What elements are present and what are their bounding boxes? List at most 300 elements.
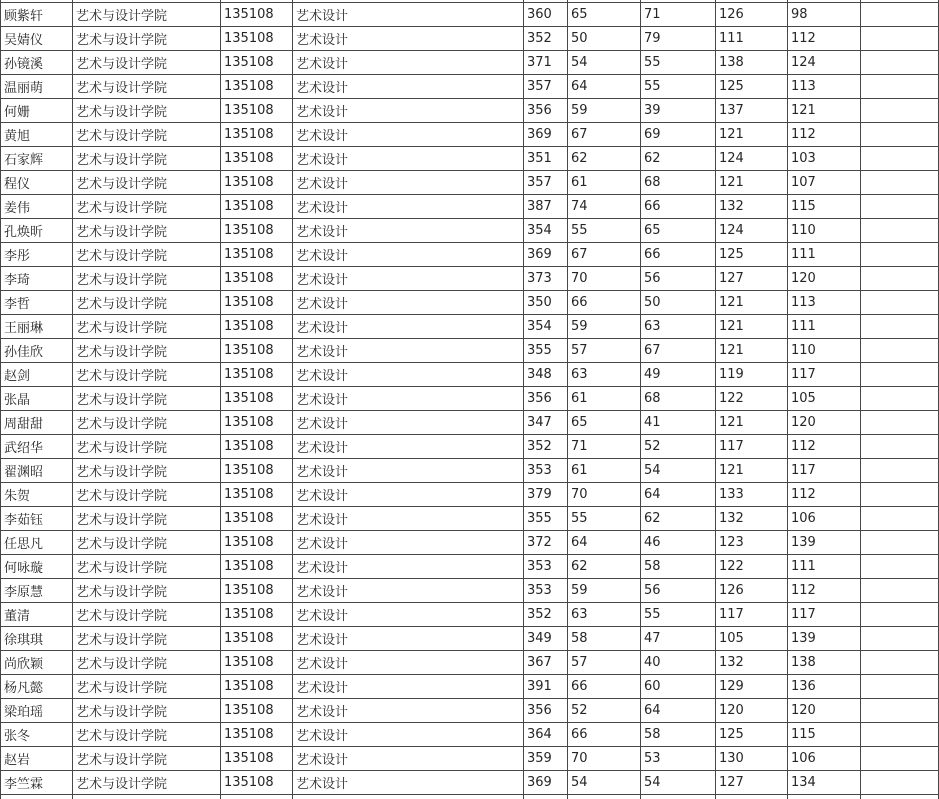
cell-score-3[interactable]: 58 xyxy=(641,723,716,747)
cell-blank[interactable] xyxy=(861,171,939,195)
cell-major[interactable]: 艺术设计 xyxy=(293,483,524,507)
cell-score-2[interactable]: 59 xyxy=(568,315,641,339)
cell-score-5[interactable]: 120 xyxy=(788,411,861,435)
cell-score-4[interactable]: 117 xyxy=(716,603,788,627)
cell-score-2[interactable]: 65 xyxy=(568,411,641,435)
cell-score-1[interactable]: 353 xyxy=(524,459,568,483)
cell-blank[interactable] xyxy=(861,387,939,411)
cell-score-1[interactable]: 355 xyxy=(524,339,568,363)
cell-college[interactable]: 艺术与设计学院 xyxy=(73,171,221,195)
cell-major[interactable]: 艺术设计 xyxy=(293,363,524,387)
cell-score-5[interactable]: 106 xyxy=(788,507,861,531)
cell-major[interactable]: 艺术设计 xyxy=(293,723,524,747)
cell-score-1[interactable]: 369 xyxy=(524,243,568,267)
cell-score-4[interactable]: 129 xyxy=(716,675,788,699)
cell-score-3[interactable]: 39 xyxy=(641,99,716,123)
cell-score-4[interactable]: 121 xyxy=(716,411,788,435)
cell-score-2[interactable]: 64 xyxy=(568,75,641,99)
cell-name[interactable]: 翟渊昭 xyxy=(1,459,73,483)
cell-score-5[interactable]: 111 xyxy=(788,555,861,579)
cell-score-4[interactable]: 132 xyxy=(716,195,788,219)
cell-college[interactable]: 艺术与设计学院 xyxy=(73,531,221,555)
cell-score-3[interactable]: 71 xyxy=(641,3,716,27)
cell-score-4[interactable]: 127 xyxy=(716,267,788,291)
cell-score-4[interactable]: 127 xyxy=(716,771,788,795)
cell-score-4[interactable]: 125 xyxy=(716,243,788,267)
cell-name[interactable]: 孙佳欣 xyxy=(1,339,73,363)
cell-blank[interactable] xyxy=(861,603,939,627)
cell-blank[interactable] xyxy=(861,51,939,75)
cell-score-2[interactable]: 71 xyxy=(568,435,641,459)
cell-score-2[interactable]: 70 xyxy=(568,747,641,771)
cell-major[interactable]: 艺术设计 xyxy=(293,195,524,219)
cell-college[interactable]: 艺术与设计学院 xyxy=(73,579,221,603)
cell-name[interactable]: 赵岩 xyxy=(1,747,73,771)
cell-score-1[interactable]: 352 xyxy=(524,27,568,51)
cell-score-1[interactable]: 391 xyxy=(524,675,568,699)
cell-major[interactable]: 艺术设计 xyxy=(293,51,524,75)
cell-blank[interactable] xyxy=(861,531,939,555)
cell-score-5[interactable]: 105 xyxy=(788,387,861,411)
cell-blank[interactable] xyxy=(861,3,939,27)
cell-major-code[interactable]: 135108 xyxy=(221,27,293,51)
cell-major-code[interactable]: 135108 xyxy=(221,771,293,795)
cell-major-code[interactable]: 135108 xyxy=(221,315,293,339)
cell-major[interactable]: 艺术设计 xyxy=(293,531,524,555)
cell-major-code[interactable]: 135108 xyxy=(221,291,293,315)
cell-major[interactable]: 艺术设计 xyxy=(293,555,524,579)
cell-college[interactable]: 艺术与设计学院 xyxy=(73,51,221,75)
cell-major[interactable] xyxy=(293,795,524,799)
cell-score-4[interactable]: 121 xyxy=(716,339,788,363)
cell-score-5[interactable]: 107 xyxy=(788,171,861,195)
cell-score-3[interactable]: 68 xyxy=(641,171,716,195)
cell-score-3[interactable]: 63 xyxy=(641,315,716,339)
cell-major[interactable]: 艺术设计 xyxy=(293,27,524,51)
cell-college[interactable]: 艺术与设计学院 xyxy=(73,435,221,459)
cell-blank[interactable] xyxy=(861,555,939,579)
cell-college[interactable]: 艺术与设计学院 xyxy=(73,291,221,315)
cell-name[interactable]: 周甜甜 xyxy=(1,411,73,435)
cell-name[interactable]: 张冬 xyxy=(1,723,73,747)
cell-score-1[interactable]: 367 xyxy=(524,651,568,675)
cell-major-code[interactable]: 135108 xyxy=(221,51,293,75)
cell-major[interactable]: 艺术设计 xyxy=(293,3,524,27)
cell-major[interactable]: 艺术设计 xyxy=(293,171,524,195)
cell-score-2[interactable]: 59 xyxy=(568,579,641,603)
cell-score-1[interactable]: 357 xyxy=(524,75,568,99)
cell-score-1[interactable]: 379 xyxy=(524,483,568,507)
cell-score-2[interactable]: 62 xyxy=(568,147,641,171)
cell-score-3[interactable]: 60 xyxy=(641,675,716,699)
cell-name[interactable]: 徐琪琪 xyxy=(1,627,73,651)
cell-score-5[interactable]: 134 xyxy=(788,771,861,795)
cell-score-3[interactable]: 55 xyxy=(641,75,716,99)
cell-score-2[interactable]: 59 xyxy=(568,99,641,123)
cell-college[interactable]: 艺术与设计学院 xyxy=(73,483,221,507)
cell-score-3[interactable]: 67 xyxy=(641,339,716,363)
cell-score-5[interactable]: 120 xyxy=(788,699,861,723)
cell-college[interactable]: 艺术与设计学院 xyxy=(73,243,221,267)
cell-name[interactable]: 李茹钰 xyxy=(1,507,73,531)
cell-score-1[interactable]: 387 xyxy=(524,195,568,219)
cell-score-2[interactable]: 52 xyxy=(568,699,641,723)
cell-score-4[interactable]: 111 xyxy=(716,27,788,51)
cell-score-2[interactable]: 54 xyxy=(568,51,641,75)
cell-score-5[interactable]: 120 xyxy=(788,267,861,291)
cell-major[interactable]: 艺术设计 xyxy=(293,747,524,771)
cell-score-3[interactable]: 50 xyxy=(641,291,716,315)
cell-college[interactable]: 艺术与设计学院 xyxy=(73,27,221,51)
cell-name[interactable]: 李哲 xyxy=(1,291,73,315)
cell-major[interactable]: 艺术设计 xyxy=(293,579,524,603)
cell-score-3[interactable]: 62 xyxy=(641,507,716,531)
cell-score-5[interactable] xyxy=(788,795,861,799)
cell-major[interactable]: 艺术设计 xyxy=(293,243,524,267)
cell-college[interactable]: 艺术与设计学院 xyxy=(73,627,221,651)
cell-college[interactable]: 艺术与设计学院 xyxy=(73,411,221,435)
cell-score-1[interactable]: 364 xyxy=(524,723,568,747)
cell-score-5[interactable]: 112 xyxy=(788,483,861,507)
cell-name[interactable]: 杨凡懿 xyxy=(1,675,73,699)
cell-score-5[interactable]: 98 xyxy=(788,3,861,27)
cell-major-code[interactable]: 135108 xyxy=(221,627,293,651)
cell-major[interactable]: 艺术设计 xyxy=(293,771,524,795)
cell-score-1[interactable]: 355 xyxy=(524,507,568,531)
cell-name[interactable]: 石家辉 xyxy=(1,147,73,171)
cell-major-code[interactable]: 135108 xyxy=(221,219,293,243)
cell-name[interactable]: 李琦 xyxy=(1,267,73,291)
cell-blank[interactable] xyxy=(861,147,939,171)
cell-score-1[interactable]: 356 xyxy=(524,387,568,411)
cell-major[interactable]: 艺术设计 xyxy=(293,627,524,651)
cell-blank[interactable] xyxy=(861,507,939,531)
cell-score-2[interactable]: 74 xyxy=(568,195,641,219)
cell-score-5[interactable]: 121 xyxy=(788,99,861,123)
cell-college[interactable]: 艺术与设计学院 xyxy=(73,195,221,219)
cell-score-1[interactable]: 348 xyxy=(524,363,568,387)
cell-score-1[interactable]: 373 xyxy=(524,267,568,291)
cell-score-5[interactable]: 136 xyxy=(788,675,861,699)
cell-college[interactable]: 艺术与设计学院 xyxy=(73,267,221,291)
cell-score-5[interactable]: 111 xyxy=(788,243,861,267)
cell-college[interactable]: 艺术与设计学院 xyxy=(73,75,221,99)
cell-major[interactable]: 艺术设计 xyxy=(293,219,524,243)
cell-score-1[interactable]: 352 xyxy=(524,603,568,627)
cell-score-5[interactable]: 139 xyxy=(788,627,861,651)
cell-blank[interactable] xyxy=(861,699,939,723)
cell-blank[interactable] xyxy=(861,435,939,459)
cell-name[interactable]: 李竺霖 xyxy=(1,771,73,795)
cell-name[interactable] xyxy=(1,795,73,799)
cell-score-5[interactable]: 115 xyxy=(788,723,861,747)
cell-blank[interactable] xyxy=(861,267,939,291)
cell-score-4[interactable]: 132 xyxy=(716,651,788,675)
cell-major-code[interactable]: 135108 xyxy=(221,675,293,699)
cell-score-2[interactable]: 61 xyxy=(568,171,641,195)
cell-score-5[interactable]: 124 xyxy=(788,51,861,75)
cell-major-code[interactable]: 135108 xyxy=(221,747,293,771)
cell-major-code[interactable] xyxy=(221,795,293,799)
cell-name[interactable]: 董清 xyxy=(1,603,73,627)
cell-major-code[interactable]: 135108 xyxy=(221,123,293,147)
cell-score-5[interactable]: 112 xyxy=(788,27,861,51)
cell-score-1[interactable]: 371 xyxy=(524,51,568,75)
cell-score-1[interactable]: 353 xyxy=(524,579,568,603)
cell-blank[interactable] xyxy=(861,771,939,795)
cell-college[interactable]: 艺术与设计学院 xyxy=(73,339,221,363)
cell-college[interactable]: 艺术与设计学院 xyxy=(73,699,221,723)
cell-college[interactable]: 艺术与设计学院 xyxy=(73,651,221,675)
cell-major-code[interactable]: 135108 xyxy=(221,3,293,27)
cell-score-5[interactable]: 106 xyxy=(788,747,861,771)
cell-score-5[interactable]: 103 xyxy=(788,147,861,171)
cell-score-2[interactable]: 50 xyxy=(568,27,641,51)
cell-score-5[interactable]: 117 xyxy=(788,363,861,387)
cell-score-5[interactable]: 110 xyxy=(788,339,861,363)
cell-college[interactable]: 艺术与设计学院 xyxy=(73,771,221,795)
cell-score-3[interactable]: 68 xyxy=(641,387,716,411)
cell-major-code[interactable]: 135108 xyxy=(221,99,293,123)
cell-name[interactable]: 何咏璇 xyxy=(1,555,73,579)
cell-score-4[interactable]: 121 xyxy=(716,291,788,315)
cell-score-4[interactable]: 132 xyxy=(716,507,788,531)
cell-score-5[interactable]: 139 xyxy=(788,531,861,555)
cell-blank[interactable] xyxy=(861,675,939,699)
cell-blank[interactable] xyxy=(861,459,939,483)
cell-score-2[interactable]: 57 xyxy=(568,651,641,675)
cell-major[interactable]: 艺术设计 xyxy=(293,507,524,531)
cell-name[interactable]: 朱贺 xyxy=(1,483,73,507)
cell-major[interactable]: 艺术设计 xyxy=(293,699,524,723)
cell-score-2[interactable]: 70 xyxy=(568,483,641,507)
cell-college[interactable]: 艺术与设计学院 xyxy=(73,99,221,123)
cell-score-1[interactable]: 349 xyxy=(524,627,568,651)
cell-score-5[interactable]: 113 xyxy=(788,75,861,99)
cell-score-2[interactable]: 63 xyxy=(568,363,641,387)
cell-score-1[interactable]: 354 xyxy=(524,315,568,339)
cell-score-3[interactable] xyxy=(641,795,716,799)
cell-major-code[interactable]: 135108 xyxy=(221,147,293,171)
cell-score-3[interactable]: 65 xyxy=(641,219,716,243)
cell-major[interactable]: 艺术设计 xyxy=(293,435,524,459)
cell-major-code[interactable]: 135108 xyxy=(221,267,293,291)
cell-major-code[interactable]: 135108 xyxy=(221,555,293,579)
cell-blank[interactable] xyxy=(861,651,939,675)
cell-score-3[interactable]: 49 xyxy=(641,363,716,387)
cell-blank[interactable] xyxy=(861,195,939,219)
cell-score-3[interactable]: 40 xyxy=(641,651,716,675)
cell-score-1[interactable]: 356 xyxy=(524,699,568,723)
cell-major[interactable]: 艺术设计 xyxy=(293,651,524,675)
cell-score-4[interactable]: 124 xyxy=(716,147,788,171)
cell-college[interactable]: 艺术与设计学院 xyxy=(73,507,221,531)
cell-blank[interactable] xyxy=(861,483,939,507)
cell-score-2[interactable]: 66 xyxy=(568,675,641,699)
cell-name[interactable]: 顾紫轩 xyxy=(1,3,73,27)
cell-score-2[interactable]: 55 xyxy=(568,507,641,531)
cell-score-4[interactable]: 137 xyxy=(716,99,788,123)
cell-blank[interactable] xyxy=(861,75,939,99)
cell-score-4[interactable]: 122 xyxy=(716,387,788,411)
cell-score-5[interactable]: 138 xyxy=(788,651,861,675)
cell-college[interactable]: 艺术与设计学院 xyxy=(73,219,221,243)
cell-score-1[interactable]: 372 xyxy=(524,531,568,555)
cell-college[interactable]: 艺术与设计学院 xyxy=(73,123,221,147)
cell-score-3[interactable]: 56 xyxy=(641,579,716,603)
cell-score-4[interactable]: 125 xyxy=(716,723,788,747)
cell-score-3[interactable]: 69 xyxy=(641,123,716,147)
cell-score-4[interactable]: 126 xyxy=(716,579,788,603)
cell-score-4[interactable]: 124 xyxy=(716,219,788,243)
cell-major[interactable]: 艺术设计 xyxy=(293,315,524,339)
cell-score-1[interactable]: 347 xyxy=(524,411,568,435)
cell-score-3[interactable]: 55 xyxy=(641,51,716,75)
cell-college[interactable]: 艺术与设计学院 xyxy=(73,3,221,27)
cell-score-3[interactable]: 54 xyxy=(641,459,716,483)
cell-score-3[interactable]: 79 xyxy=(641,27,716,51)
cell-score-4[interactable]: 123 xyxy=(716,531,788,555)
cell-major[interactable]: 艺术设计 xyxy=(293,267,524,291)
cell-score-1[interactable]: 357 xyxy=(524,171,568,195)
cell-score-5[interactable]: 112 xyxy=(788,579,861,603)
cell-name[interactable]: 李原慧 xyxy=(1,579,73,603)
cell-major[interactable]: 艺术设计 xyxy=(293,339,524,363)
cell-major-code[interactable]: 135108 xyxy=(221,603,293,627)
cell-score-2[interactable] xyxy=(568,795,641,799)
cell-name[interactable]: 梁珀瑶 xyxy=(1,699,73,723)
cell-score-4[interactable]: 130 xyxy=(716,747,788,771)
cell-name[interactable]: 尚欣颖 xyxy=(1,651,73,675)
cell-college[interactable]: 艺术与设计学院 xyxy=(73,363,221,387)
cell-major-code[interactable]: 135108 xyxy=(221,507,293,531)
cell-name[interactable]: 赵剑 xyxy=(1,363,73,387)
cell-name[interactable]: 黄旭 xyxy=(1,123,73,147)
cell-score-4[interactable]: 121 xyxy=(716,315,788,339)
cell-major[interactable]: 艺术设计 xyxy=(293,675,524,699)
cell-college[interactable]: 艺术与设计学院 xyxy=(73,459,221,483)
cell-score-3[interactable]: 62 xyxy=(641,147,716,171)
cell-major[interactable]: 艺术设计 xyxy=(293,603,524,627)
cell-score-1[interactable] xyxy=(524,795,568,799)
cell-score-3[interactable]: 66 xyxy=(641,195,716,219)
cell-score-1[interactable]: 351 xyxy=(524,147,568,171)
cell-name[interactable]: 何姗 xyxy=(1,99,73,123)
cell-score-3[interactable]: 52 xyxy=(641,435,716,459)
cell-college[interactable]: 艺术与设计学院 xyxy=(73,315,221,339)
cell-major[interactable]: 艺术设计 xyxy=(293,291,524,315)
cell-score-3[interactable]: 64 xyxy=(641,699,716,723)
cell-name[interactable]: 王丽琳 xyxy=(1,315,73,339)
cell-score-1[interactable]: 359 xyxy=(524,747,568,771)
cell-score-2[interactable]: 66 xyxy=(568,723,641,747)
cell-score-2[interactable]: 61 xyxy=(568,387,641,411)
cell-score-4[interactable]: 121 xyxy=(716,459,788,483)
cell-major[interactable]: 艺术设计 xyxy=(293,411,524,435)
cell-score-3[interactable]: 55 xyxy=(641,603,716,627)
cell-score-4[interactable]: 133 xyxy=(716,483,788,507)
cell-college[interactable]: 艺术与设计学院 xyxy=(73,603,221,627)
cell-score-2[interactable]: 54 xyxy=(568,771,641,795)
cell-blank[interactable] xyxy=(861,579,939,603)
cell-college[interactable]: 艺术与设计学院 xyxy=(73,147,221,171)
cell-score-2[interactable]: 64 xyxy=(568,531,641,555)
cell-score-5[interactable]: 112 xyxy=(788,123,861,147)
cell-name[interactable]: 吴婧仪 xyxy=(1,27,73,51)
cell-major-code[interactable]: 135108 xyxy=(221,651,293,675)
cell-score-1[interactable]: 354 xyxy=(524,219,568,243)
cell-score-3[interactable]: 58 xyxy=(641,555,716,579)
cell-major[interactable]: 艺术设计 xyxy=(293,99,524,123)
cell-score-1[interactable]: 360 xyxy=(524,3,568,27)
cell-score-4[interactable]: 117 xyxy=(716,435,788,459)
cell-blank[interactable] xyxy=(861,795,939,799)
cell-college[interactable]: 艺术与设计学院 xyxy=(73,387,221,411)
cell-name[interactable]: 姜伟 xyxy=(1,195,73,219)
cell-major-code[interactable]: 135108 xyxy=(221,75,293,99)
cell-score-4[interactable]: 105 xyxy=(716,627,788,651)
cell-name[interactable]: 任思凡 xyxy=(1,531,73,555)
cell-blank[interactable] xyxy=(861,411,939,435)
cell-major-code[interactable]: 135108 xyxy=(221,699,293,723)
cell-name[interactable]: 温丽萌 xyxy=(1,75,73,99)
cell-major-code[interactable]: 135108 xyxy=(221,435,293,459)
cell-score-4[interactable] xyxy=(716,795,788,799)
cell-score-2[interactable]: 70 xyxy=(568,267,641,291)
cell-blank[interactable] xyxy=(861,99,939,123)
cell-score-2[interactable]: 66 xyxy=(568,291,641,315)
cell-name[interactable]: 张晶 xyxy=(1,387,73,411)
cell-score-2[interactable]: 55 xyxy=(568,219,641,243)
cell-major-code[interactable]: 135108 xyxy=(221,483,293,507)
cell-major[interactable]: 艺术设计 xyxy=(293,75,524,99)
cell-name[interactable]: 李彤 xyxy=(1,243,73,267)
cell-college[interactable]: 艺术与设计学院 xyxy=(73,747,221,771)
cell-score-1[interactable]: 369 xyxy=(524,123,568,147)
cell-score-1[interactable]: 352 xyxy=(524,435,568,459)
cell-blank[interactable] xyxy=(861,123,939,147)
cell-major[interactable]: 艺术设计 xyxy=(293,459,524,483)
cell-score-5[interactable]: 117 xyxy=(788,459,861,483)
cell-major-code[interactable]: 135108 xyxy=(221,411,293,435)
cell-score-2[interactable]: 57 xyxy=(568,339,641,363)
cell-major-code[interactable]: 135108 xyxy=(221,723,293,747)
cell-score-1[interactable]: 353 xyxy=(524,555,568,579)
cell-blank[interactable] xyxy=(861,363,939,387)
cell-major-code[interactable]: 135108 xyxy=(221,339,293,363)
cell-blank[interactable] xyxy=(861,243,939,267)
cell-score-1[interactable]: 356 xyxy=(524,99,568,123)
cell-score-4[interactable]: 122 xyxy=(716,555,788,579)
cell-college[interactable]: 艺术与设计学院 xyxy=(73,675,221,699)
cell-score-2[interactable]: 62 xyxy=(568,555,641,579)
cell-score-5[interactable]: 113 xyxy=(788,291,861,315)
cell-score-4[interactable]: 121 xyxy=(716,171,788,195)
cell-score-3[interactable]: 41 xyxy=(641,411,716,435)
cell-major-code[interactable]: 135108 xyxy=(221,363,293,387)
cell-score-1[interactable]: 369 xyxy=(524,771,568,795)
cell-score-4[interactable]: 126 xyxy=(716,3,788,27)
cell-blank[interactable] xyxy=(861,291,939,315)
cell-blank[interactable] xyxy=(861,339,939,363)
cell-score-1[interactable]: 350 xyxy=(524,291,568,315)
cell-major-code[interactable]: 135108 xyxy=(221,387,293,411)
cell-score-3[interactable]: 53 xyxy=(641,747,716,771)
cell-major[interactable]: 艺术设计 xyxy=(293,147,524,171)
cell-major-code[interactable]: 135108 xyxy=(221,195,293,219)
cell-score-2[interactable]: 61 xyxy=(568,459,641,483)
cell-college[interactable]: 艺术与设计学院 xyxy=(73,723,221,747)
